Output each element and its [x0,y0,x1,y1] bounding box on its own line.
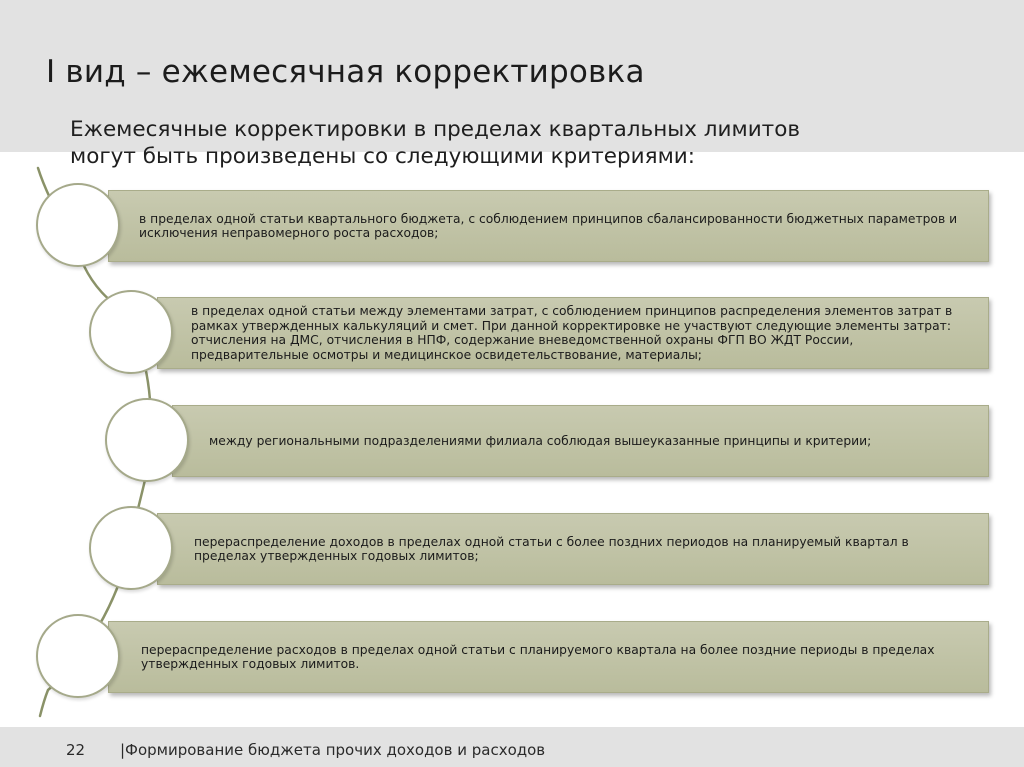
criterion-bubble [36,614,120,698]
footer-title: |Формирование бюджета прочих доходов и расходов [120,741,546,759]
criterion-box [157,297,989,369]
criterion-bubble [89,506,173,590]
criterion-box [157,513,989,585]
criterion-text: в пределах одной статьи квартального бюджета, с соблюдением принципов сбалансированности бюджетных параметров и исключения неправомерного роста расходов; [139,211,958,240]
slide-title: I вид – ежемесячная корректировка [46,54,645,90]
criterion-box [108,621,989,693]
slide-subtitle [70,116,970,170]
criterion-text: перераспределение расходов в пределах одной статьи с планируемого квартала на более поздние периоды в пределах утвержденных годовых лимитов. [141,642,935,671]
criterion-text: в пределах одной статьи между элементами затрат, с соблюдением принципов распределения элементов затрат в рамках утвержденных калькуляций и смет. При данной корректировке не участвуют следующие элементы затрат: отчисления на ДМС, отчисления в НПФ, содержание вневедомственной охраны ФГП ВО ЖДТ России, предварительные осмотры и медицинское освидетельствование, материалы; [191,304,953,362]
criterion-box [108,190,989,262]
criterion-text: между региональными подразделениями филиала соблюдая вышеуказанные принципы и критерии; [209,433,872,448]
criterion-bubble [89,290,173,374]
criterion-text: перераспределение доходов в пределах одной статьи с более поздних периодов на планируемый квартал в пределах утвержденных годовых лимитов; [194,534,909,563]
criterion-bubble [36,183,120,267]
page-number: 22 [66,741,86,759]
subtitle-line-1: Ежемесячные корректировки в пределах квартальных лимитов [70,117,801,142]
criterion-bubble [105,398,189,482]
subtitle-line-2: могут быть произведены со следующими критериями: [70,144,696,169]
criterion-box [172,405,989,477]
